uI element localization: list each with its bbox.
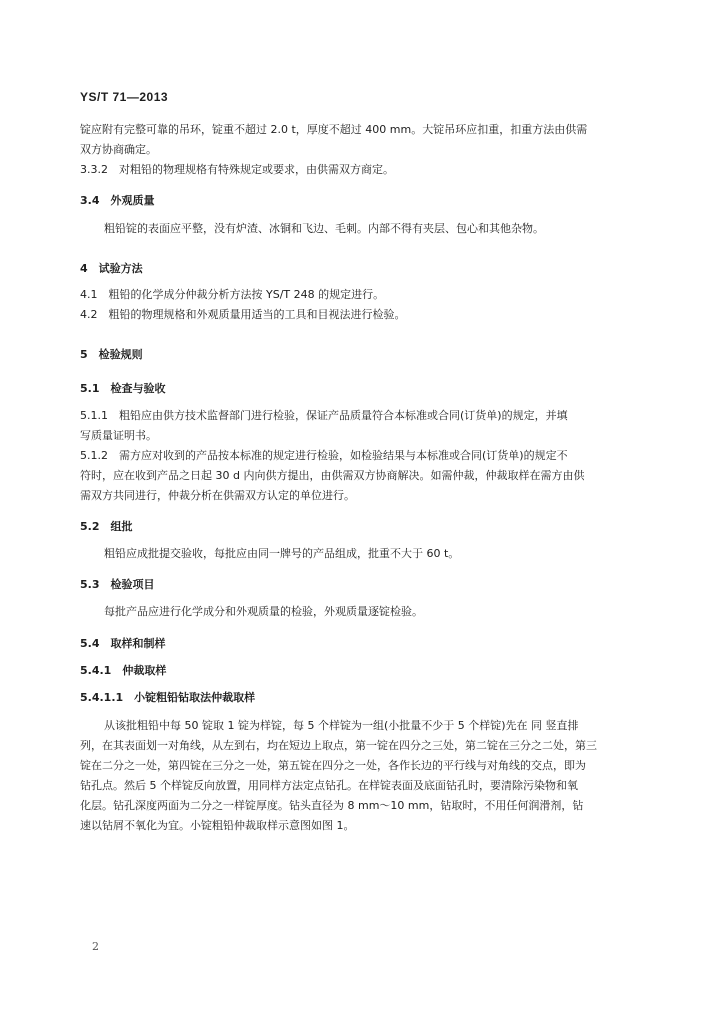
- heading-3-4: 3.4 外观质量: [80, 194, 155, 207]
- clause-5-1-2: 5.1.2 需方应对收到的产品按本标准的规定进行检验，如检验结果与本标准或合同(订货单)的规定不: [80, 449, 568, 462]
- text-line: 列，在其表面划一对角线，从左到右，均在短边上取点，第一锭在四分之三处，第二锭在三分之二处，第三: [80, 739, 597, 752]
- heading-5-4-1-1: 5.4.1.1 小锭粗铅钻取法仲裁取样: [80, 691, 256, 704]
- text-line: 锭应附有完整可靠的吊环，锭重不超过 2.0 t，厚度不超过 400 mm。大锭吊环应扣重，扣重方法由供需: [80, 123, 588, 136]
- clause-3-3-2: 3.3.2 对粗铅的物理规格有特殊规定或要求，由供需双方商定。: [80, 163, 394, 176]
- text-line: 速以钻屑不氧化为宜。小锭粗铅仲裁取样示意图如图 1。: [80, 819, 355, 832]
- text-line: 每批产品应进行化学成分和外观质量的检验，外观质量逐锭检验。: [104, 605, 423, 618]
- heading-5-1: 5.1 检查与验收: [80, 382, 166, 395]
- text-line: 钻孔点。然后 5 个样锭反向放置，用同样方法定点钻孔。在样锭表面及底面钻孔时，要清除污染物和氧: [80, 779, 578, 792]
- text-line: 锭在二分之一处，第四锭在三分之一处，第五锭在四分之一处，各作长边的平行线与对角线的交点，即为: [80, 759, 586, 772]
- text-line: 从该批粗铅中每 50 锭取 1 锭为样锭，每 5 个样锭为一组(小批量不少于 5 个样锭)先在 同 竖直排: [104, 719, 579, 732]
- text-line: 写质量证明书。: [80, 429, 157, 442]
- heading-4: 4 试验方法: [80, 262, 143, 275]
- heading-5: 5 检验规则: [80, 348, 143, 361]
- text-line: 符时，应在收到产品之日起 30 d 内向供方提出，由供需双方协商解决。如需仲裁，仲裁取样在需方由供: [80, 469, 585, 482]
- text-line: 双方协商确定。: [80, 143, 157, 156]
- text-line: 化层。钻孔深度两面为二分之一样锭厚度。钻头直径为 8 mm～10 mm，钻取时，不用任何润滑剂，钻: [80, 799, 584, 812]
- text-line: 需双方共同进行，仲裁分析在供需双方认定的单位进行。: [80, 489, 355, 502]
- clause-4-1: 4.1 粗铅的化学成分仲裁分析方法按 YS/T 248 的规定进行。: [80, 288, 385, 301]
- text-line: 粗铅应成批提交验收，每批应由同一牌号的产品组成，批重不大于 60 t。: [104, 547, 460, 560]
- page-number: 2: [92, 940, 99, 953]
- clause-4-2: 4.2 粗铅的物理规格和外观质量用适当的工具和目视法进行检验。: [80, 308, 406, 321]
- standard-code-header: YS/T 71—2013: [80, 90, 169, 104]
- heading-5-3: 5.3 检验项目: [80, 578, 155, 591]
- clause-5-1-1: 5.1.1 粗铅应由供方技术监督部门进行检验，保证产品质量符合本标准或合同(订货单)的规定，并填: [80, 409, 568, 422]
- heading-5-4-1: 5.4.1 仲裁取样: [80, 664, 167, 677]
- heading-5-4: 5.4 取样和制样: [80, 637, 166, 650]
- text-line: 粗铅锭的表面应平整，没有炉渣、冰铜和飞边、毛刺。内部不得有夹层、包心和其他杂物。: [104, 222, 544, 235]
- heading-5-2: 5.2 组批: [80, 520, 133, 533]
